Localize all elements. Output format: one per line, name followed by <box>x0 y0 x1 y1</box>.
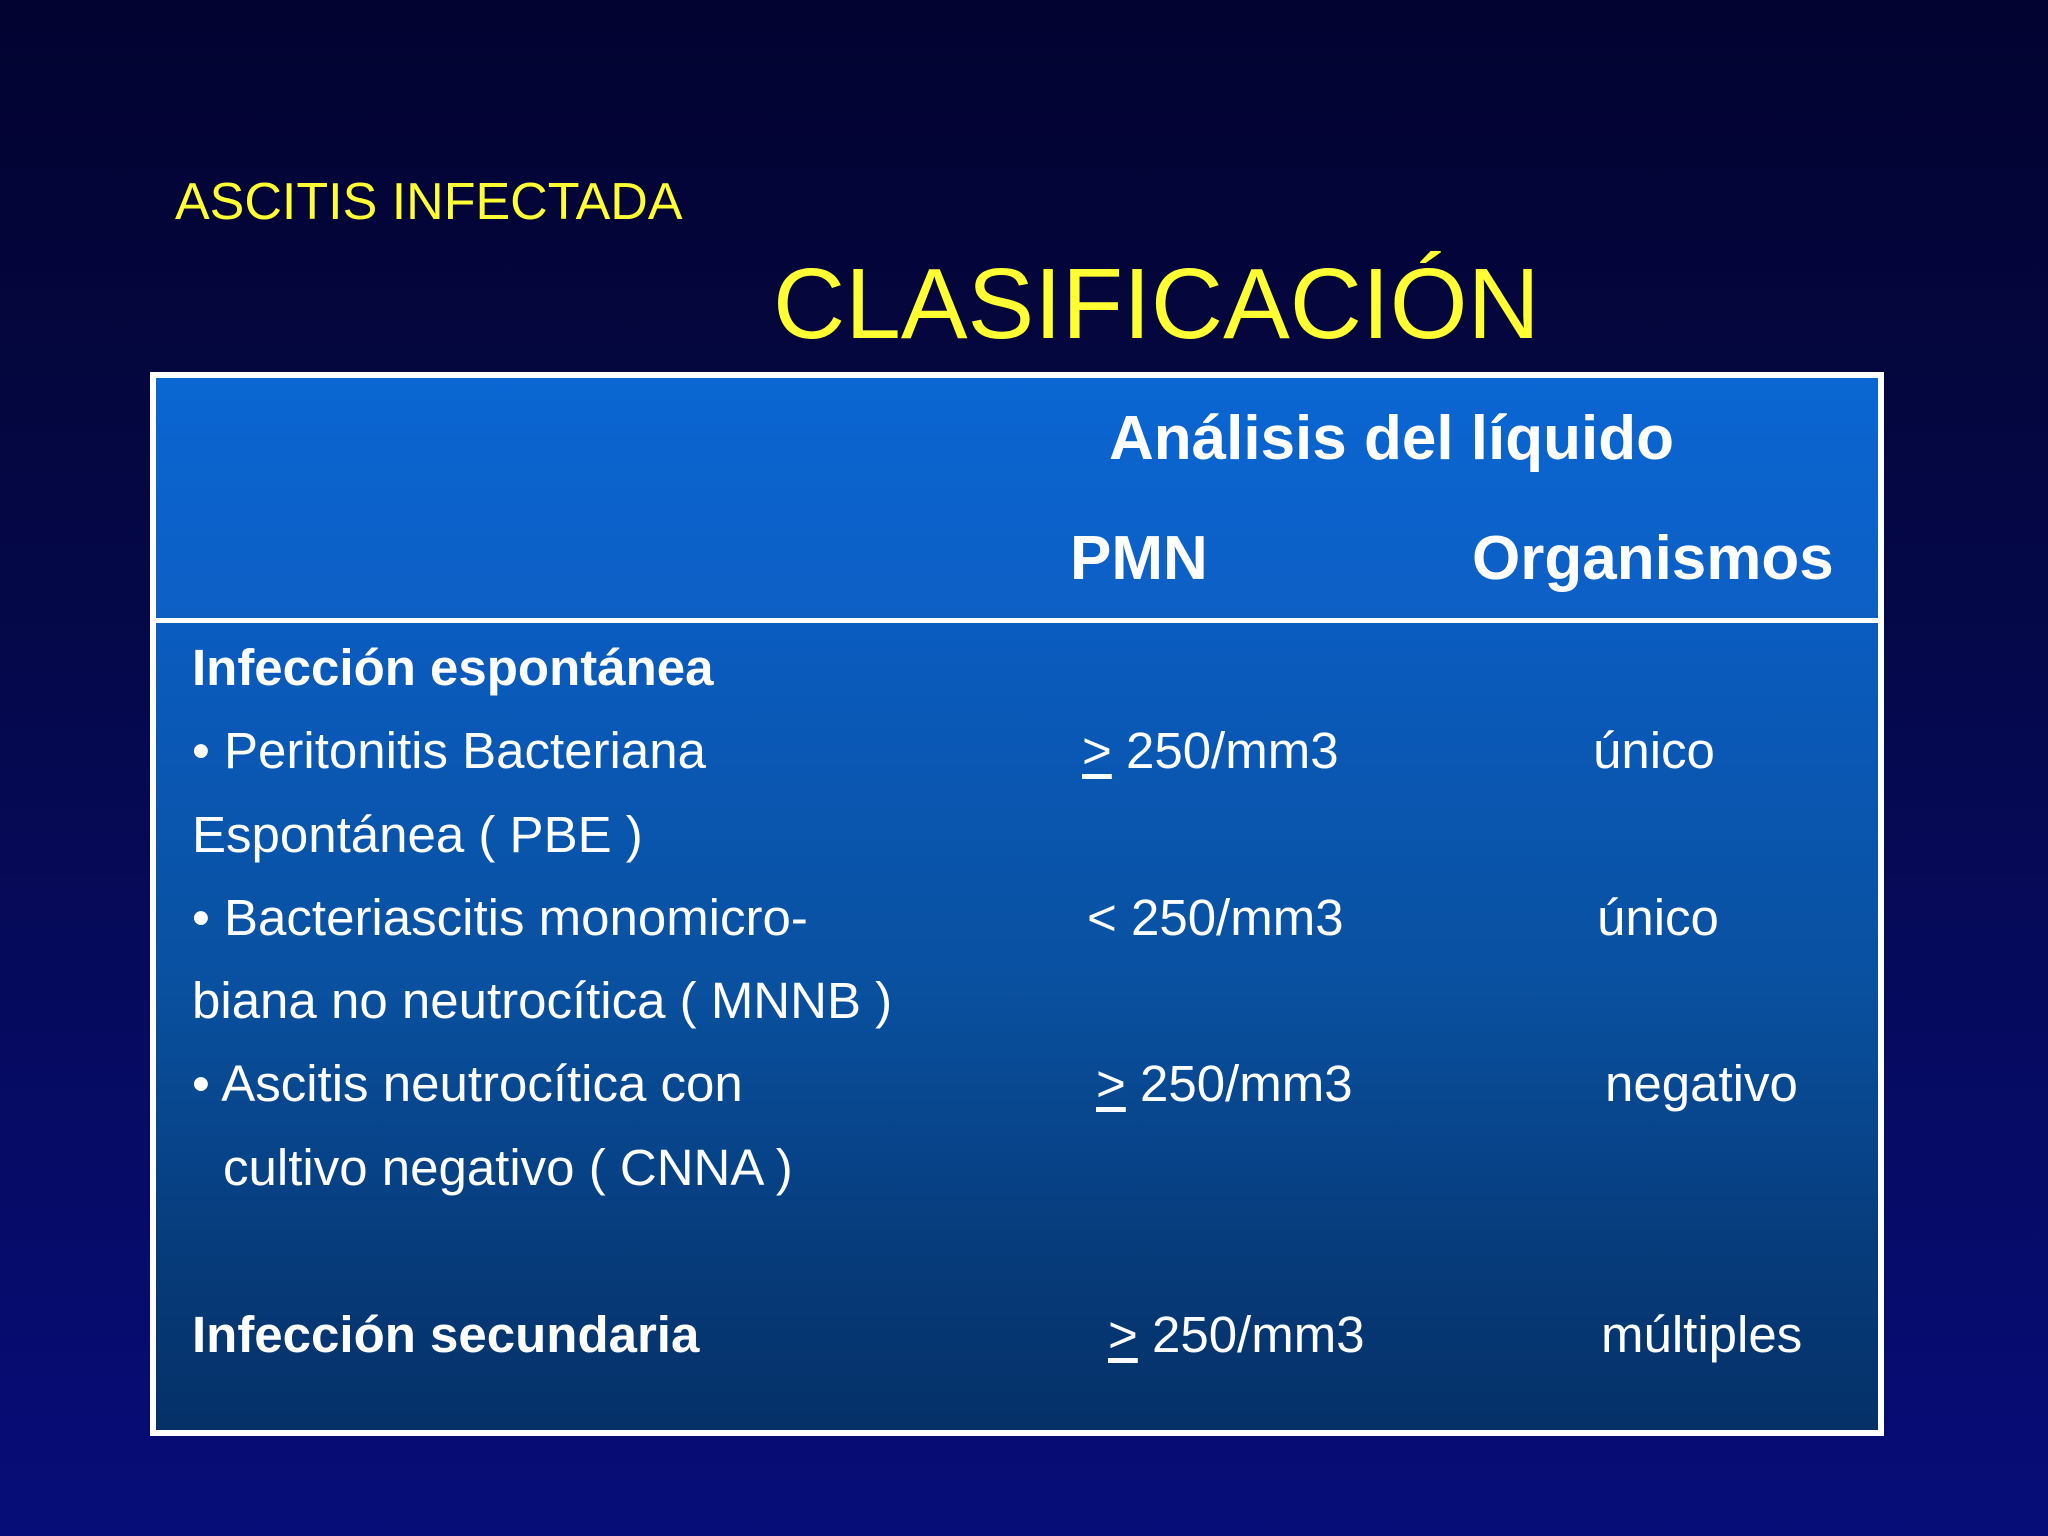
secondary-pmn-operator: > <box>1108 1306 1138 1363</box>
table-header <box>156 378 1878 623</box>
header-group-label: Análisis del líquido <box>1109 404 1674 473</box>
row-cnna-pmn-operator: > <box>1096 1055 1126 1112</box>
row-mnnb-pmn-value: 250/mm3 <box>1116 889 1344 946</box>
row-pbe-pmn-operator: > <box>1082 722 1112 779</box>
row-mnnb-label-line2: biana no neutrocítica ( MNNB ) <box>192 972 893 1029</box>
row-cnna-label-line1: • Ascitis neutrocítica con <box>192 1055 743 1112</box>
row-mnnb-pmn <box>1087 889 1344 946</box>
row-cnna-organisms: negativo <box>1605 1055 1798 1112</box>
row-mnnb-label-line1: • Bacteriascitis monomicro- <box>192 889 808 946</box>
row-cnna-label-line2: cultivo negativo ( CNNA ) <box>223 1139 793 1196</box>
header-organisms: Organismos <box>1472 524 1834 593</box>
secondary-pmn-value: 250/mm3 <box>1137 1306 1365 1363</box>
secondary-pmn <box>1108 1306 1365 1363</box>
row-cnna-pmn-value: 250/mm3 <box>1125 1055 1353 1112</box>
slide-subtitle: ASCITIS INFECTADA <box>175 173 683 231</box>
row-mnnb-organisms: único <box>1597 889 1719 946</box>
row-pbe-organisms: único <box>1593 722 1715 779</box>
row-pbe-pmn-value: 250/mm3 <box>1111 722 1339 779</box>
slide-title: CLASIFICACIÓN <box>773 248 1540 360</box>
row-pbe-pmn <box>1082 722 1339 779</box>
row-pbe-label-line2: Espontánea ( PBE ) <box>192 806 643 863</box>
classification-table <box>150 372 1884 1436</box>
row-mnnb-pmn-operator: < <box>1087 889 1117 946</box>
header-pmn: PMN <box>1070 524 1208 593</box>
row-cnna-pmn <box>1096 1055 1353 1112</box>
section-secondary: Infección secundaria <box>192 1306 700 1363</box>
table-body <box>156 623 1878 1436</box>
secondary-organisms: múltiples <box>1601 1306 1803 1363</box>
section-spontaneous: Infección espontánea <box>192 639 714 696</box>
row-pbe-label-line1: • Peritonitis Bacteriana <box>192 722 706 779</box>
